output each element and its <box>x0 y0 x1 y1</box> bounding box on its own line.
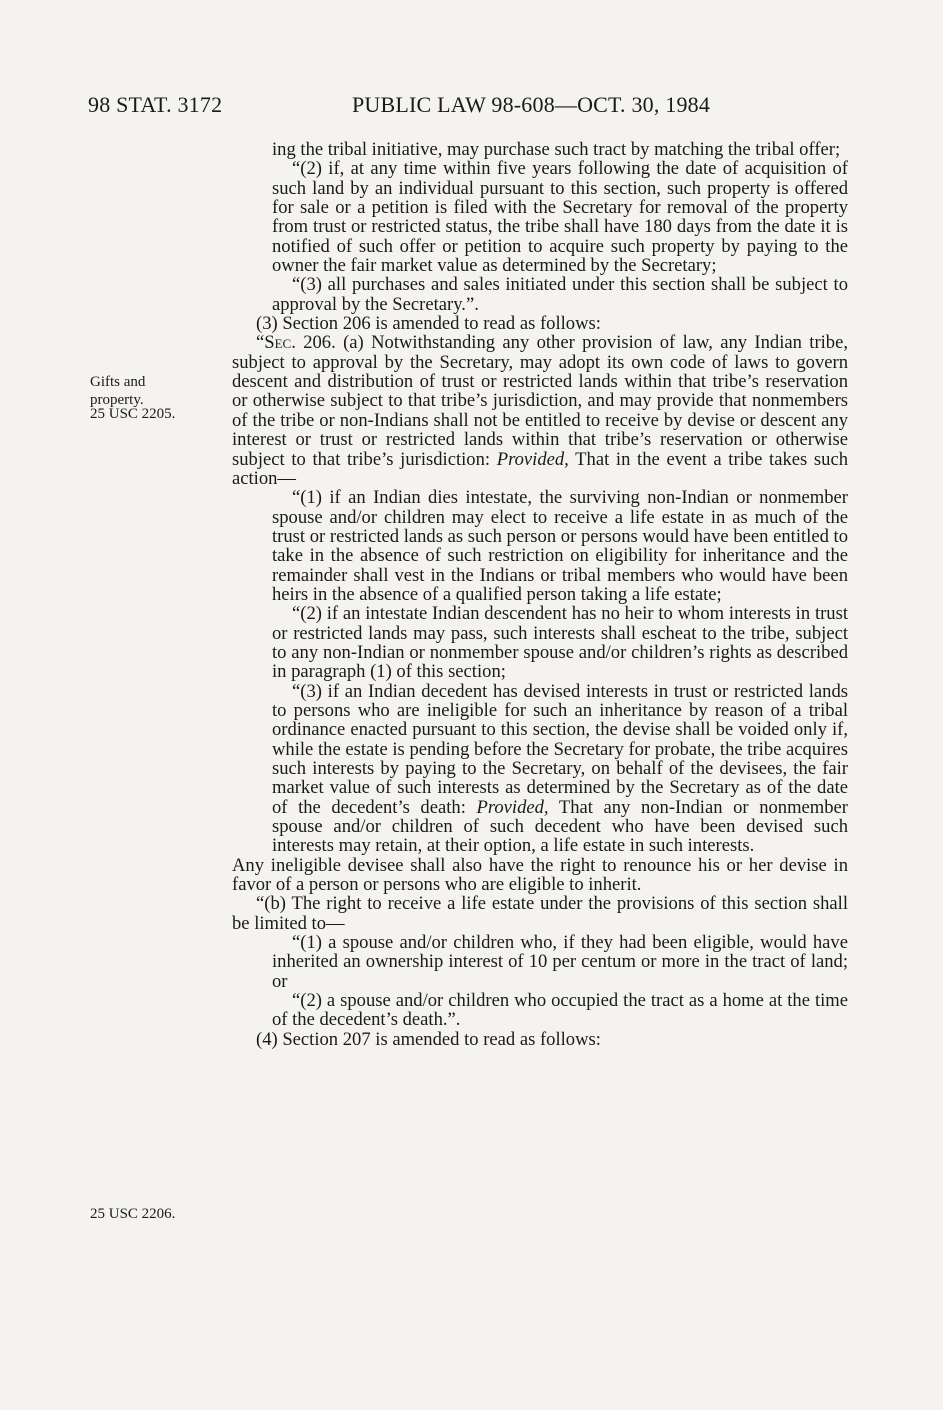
text-run: 206. (a) Notwithstanding any other provision of law, any Indian tribe, subject to approval by the Secretary, may adopt its own code of laws to govern descent and distribution of trust or restricted lands within that tribe’s reservation or otherwise subject to that tribe’s jurisdiction, and may provide that nonmembers of the tribe or non-Indians shall not be entitled to receive by devise or descent any interest or trust or restricted lands within that tribe’s reservation or otherwise subject to that tribe’s jurisdiction: <box>232 332 848 470</box>
page-title: PUBLIC LAW 98-608—OCT. 30, 1984 <box>352 92 711 117</box>
paragraph: “(2) if an intestate Indian descendent has no heir to whom interests in trust or restricted lands may pass, such interests shall escheat to the tribe, subject to any non-Indian or nonmember spouse and/or children’s rights as described in paragraph (1) of this section; <box>272 603 848 683</box>
paragraph: “(1) if an Indian dies intestate, the surviving non-Indian or nonmember spouse and/or children may elect to receive a life estate in as much of the trust or restricted lands as such person or persons would have been entitled to take in the absence of such restriction on eligibility for inheritance and the remainder shall vest in the Indians or tribal members who would have been heirs in the absence of a qualified person taking a life estate; <box>272 487 848 605</box>
paragraph: (4) Section 207 is amended to read as follows: <box>256 1028 601 1050</box>
paragraph: “(b) The right to receive a life estate under the provisions of this section shall be limited to— <box>232 893 848 934</box>
paragraph: “(3) all purchases and sales initiated under this section shall be subject to approval by the Secretary.”. <box>272 274 848 315</box>
provided-italic: Provided, <box>496 448 569 470</box>
text-run: “(3) if an Indian decedent has devised interests in trust or restricted lands to persons who are ineligible for such an inheritance by reason of a tribal ordinance enacted pursuant to this section, the devise shall be voided only if, while the estate is pending before the Secretary for probate, the tribe acquires such interests by paying to the Secretary, on behalf of the devisees, the fair market value of such interests as determined by the Secretary as of the date of the decedent’s death: <box>272 680 848 818</box>
stat-page-number: 98 STAT. 3172 <box>88 92 223 117</box>
paragraph: (3) Section 206 is amended to read as follows: <box>256 313 601 335</box>
margin-note-gifts <box>90 375 175 423</box>
paragraph <box>232 333 848 488</box>
sec-label: “Sec. <box>256 332 296 354</box>
margin-note-usc-2206: 25 USC 2206. <box>90 1206 176 1222</box>
provided-italic: Provided, <box>476 796 549 818</box>
paragraph: “(2) a spouse and/or children who occupied the tract as a home at the time of the decedent’s death.”. <box>272 990 848 1031</box>
paragraph <box>232 682 848 856</box>
text-run: That in the event a tribe takes such action— <box>232 448 849 489</box>
paragraph: ing the tribal initiative, may purchase such tract by matching the tribal offer; <box>272 139 841 160</box>
text-run: That any non-Indian or nonmember spouse and/or children of such decedent who have been devised such interests may retain, at their option, a life estate in such interests. <box>272 796 848 857</box>
statute-body <box>232 140 848 1049</box>
margin-note-line: 25 USC 2205. <box>90 406 176 422</box>
margin-note-line: property. <box>90 391 144 408</box>
margin-note-line: Gifts and <box>90 374 146 390</box>
paragraph: “(2) if, at any time within five years following the date of acquisition of such land by an individual pursuant to this section, such property is offered for sale or a petition is filed with the Secretary for removal of the property from trust or restricted status, the tribe shall have 180 days from the date it is notified of such offer or petition to acquire such property by paying to the owner the fair market value as determined by the Secretary; <box>272 158 848 277</box>
paragraph: Any ineligible devisee shall also have the right to renounce his or her devise in favor of a person or persons who are eligible to inherit. <box>232 854 848 896</box>
paragraph: “(1) a spouse and/or children who, if they had been eligible, would have inherited an ownership interest of 10 per centum or more in the tract of land; or <box>272 932 848 992</box>
